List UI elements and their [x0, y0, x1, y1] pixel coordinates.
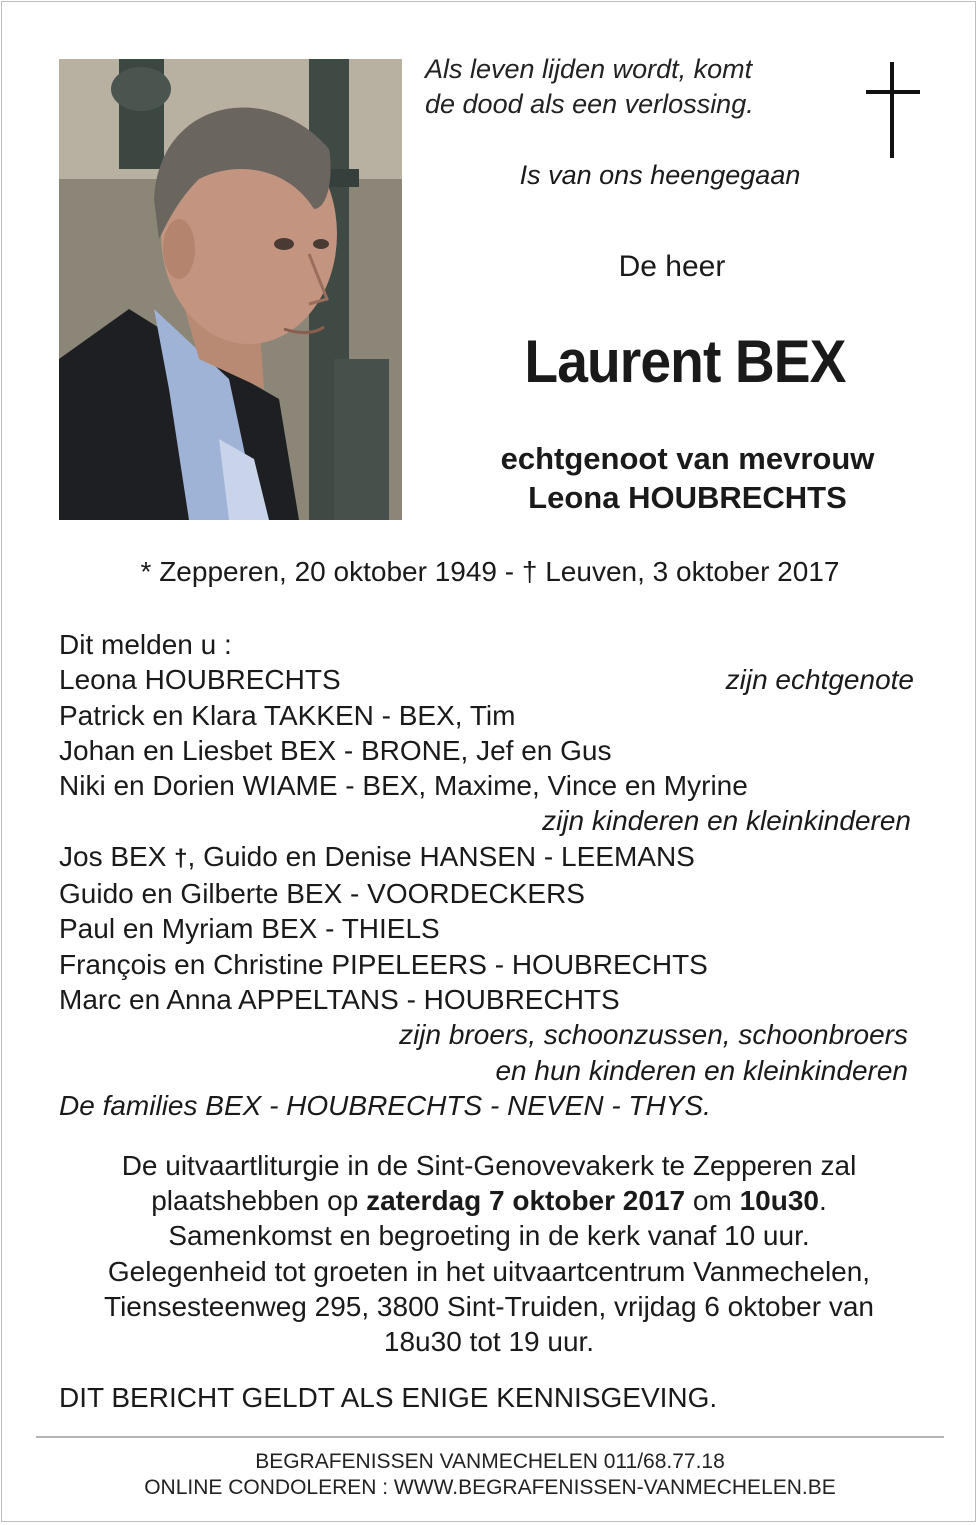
passed-away-text	[425, 160, 915, 191]
funeral-service-info	[40, 1148, 938, 1359]
honorific	[425, 250, 915, 284]
siblings-role-1: zijn broers, schoonzussen, schoonbroers	[399, 1019, 908, 1051]
sibling-row: François en Christine PIPELEERS - HOUBRECHTS	[59, 948, 708, 980]
service-pre: plaatshebben op	[151, 1185, 367, 1217]
child-row: Patrick en Klara TAKKEN - BEX, Tim	[59, 699, 516, 731]
sibling-rest: , Guido en Denise HANSEN - LEEMANS	[187, 840, 695, 872]
sibling-row	[59, 839, 914, 876]
child-row: Johan en Liesbet BEX - BRONE, Jef en Gus	[59, 734, 612, 766]
siblings-role-2: en hun kinderen en kleinkinderen	[495, 1054, 908, 1086]
child-row: Niki en Dorien WIAME - BEX, Maxime, Vince en Myrine	[59, 770, 748, 802]
honorific-label: De heer	[618, 250, 726, 283]
footer-divider	[36, 1436, 944, 1438]
spouse-block	[420, 439, 955, 517]
sibling-row: Guido en Gilberte BEX - VOORDECKERS	[59, 878, 585, 910]
deceased-cross-icon: †	[174, 844, 188, 872]
notice-text: DIT BERICHT GELDT ALS ENIGE KENNISGEVING.	[59, 1382, 718, 1413]
sibling-row: Marc en Anna APPELTANS - HOUBRECHTS	[59, 983, 620, 1015]
quote-text	[425, 52, 845, 122]
service-post: .	[818, 1185, 827, 1217]
sibling-row: Paul en Myriam BEX - THIELS	[59, 913, 440, 945]
service-line-5: Tiensesteenweg 295, 3800 Sint-Truiden, vrijdag 6 oktober van	[104, 1290, 874, 1322]
spouse-line-2: Leona HOUBRECHTS	[528, 480, 847, 515]
quote-line-1: Als leven lijden wordt, komt	[425, 54, 753, 84]
deceased-name: Laurent BEX	[524, 328, 846, 395]
service-mid: om	[685, 1185, 740, 1217]
spouse-line-1: echtgenoot van mevrouw	[500, 441, 875, 476]
passed-away-label: Is van ons heengegaan	[519, 160, 801, 190]
portrait-photo	[59, 59, 402, 520]
sibling-name: Jos BEX	[59, 840, 175, 872]
children-role: zijn kinderen en kleinkinderen	[542, 805, 911, 837]
service-line-4: Gelegenheid tot groeten in het uitvaartcentrum Vanmechelen,	[107, 1255, 871, 1287]
service-time: 10u30	[739, 1185, 819, 1217]
quote-line-2: de dood als een verlossing.	[425, 89, 754, 119]
service-line-3: Samenkomst en begroeting in de kerk vanaf 10 uur.	[168, 1220, 810, 1252]
footer-funeral-home: BEGRAFENISSEN VANMECHELEN 011/68.77.18	[255, 1450, 725, 1473]
spouse-name: Leona HOUBRECHTS	[59, 664, 341, 696]
service-date: zaterdag 7 oktober 2017	[366, 1185, 686, 1217]
spouse-role: zijn echtgenote	[725, 664, 914, 696]
families-line: De families BEX - HOUBRECHTS - NEVEN - THYS.	[59, 1089, 711, 1121]
announcement-intro: Dit melden u :	[59, 629, 232, 660]
footer-condolence-link[interactable]: ONLINE CONDOLEREN : WWW.BEGRAFENISSEN-VANMECHELEN.BE	[144, 1476, 836, 1499]
service-line-6: 18u30 tot 19 uur.	[383, 1326, 595, 1358]
spouse-row	[59, 662, 914, 697]
cross-icon	[862, 62, 922, 160]
birth-death-dates: * Zepperen, 20 oktober 1949 - † Leuven, 3 oktober 2017	[140, 556, 840, 587]
service-line-1: De uitvaartliturgie in de Sint-Genovevakerk te Zepperen zal	[121, 1150, 857, 1181]
family-list	[59, 627, 914, 1123]
service-line-2	[40, 1183, 938, 1218]
footer	[0, 1449, 980, 1501]
